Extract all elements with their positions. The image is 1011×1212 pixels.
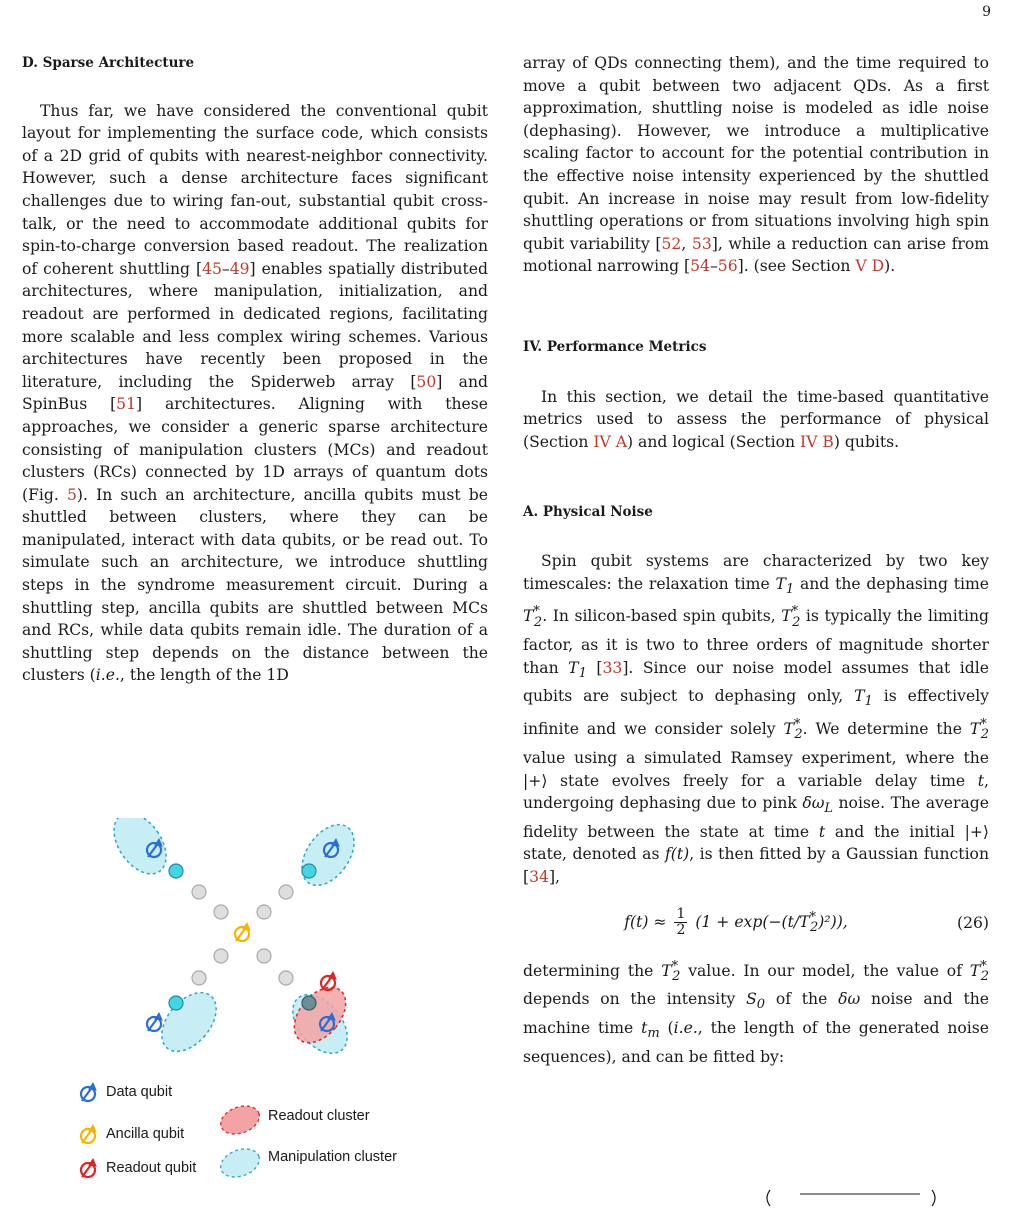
legend-data-qubit-icon [81,1083,96,1101]
text-run: Spin qubit systems are characterized by two key timescales: the relaxation time [523,551,989,593]
quantum-dot [279,971,293,985]
math-t1: $T_1$ [568,658,587,681]
section-ref-link[interactable]: IV B [800,432,834,451]
section-heading-physical-noise: A. Physical Noise [523,504,653,521]
eq-numerator: 1 [676,906,686,923]
figure-sparse-architecture [22,818,488,1208]
math-t: t [977,771,985,790]
text-run: value using a simulated Ramsey experiment, where the |+⟩ state evolves freely for a variable delay time [523,748,989,790]
legend-label: Manipulation cluster [268,1149,397,1165]
text-run: array of QDs connecting them), and the time required to move a qubit between two adjacent QDs. As a first approximation, shuttling noise is modeled as idle noise (dephasing). However, we introduce a multiplicative scaling factor to account for the potential contribution in the effective noise intensity experienced by the shuttled qubit. An increase in noise may result from low-fidelity shuttling operations or from situations involving high spin qubit variability [ [523,54,989,253]
citation-link[interactable]: 53 [691,234,712,253]
text-run: noise. The average fidelity between the state at time [523,794,989,841]
manipulation-cluster-bottom-left [151,982,227,1061]
math-dw: δω [838,990,861,1009]
partial-equation-cutoff [760,1184,1000,1208]
text-run: ]. Since our noise model assumes that idle qubits are subject to dephasing only, [523,658,989,706]
math-t1: $T_1$ [775,574,795,597]
text-run: ] architectures. Aligning with these approaches, we consider a generic sparse architecture consisting of manipulation clusters (MCs) and readout clusters (RCs) connected by 1D arrays of quantum dots (Fig. [22,395,488,504]
quantum-dot [192,885,206,899]
math-t2star: $T^*_2$ [661,958,681,984]
text-run: ] and SpinBus [ [22,372,488,414]
citation-link[interactable]: 50 [416,372,437,391]
manipulation-cluster-top-left [103,818,176,883]
citation-link[interactable]: 33 [602,658,623,677]
math-ft: f(t) [664,845,690,864]
quantum-dot [214,905,228,919]
eq-rhs-t2: *$_2$ [809,909,819,935]
ie-italic: i.e. [673,1019,698,1038]
citation-link[interactable]: 56 [717,257,738,276]
quantum-dot [192,971,206,985]
text-run: , the length of the 1D [119,666,289,685]
text-run: ], while a reduction can arise from motional narrowing [ [523,234,990,276]
text-run: , is then fitted by a Gaussian function [ [523,845,989,887]
text-run: ). In such an architecture, ancilla qubits must be shuttled between clusters, where they can be manipulated, interact with data qubits, or be read out. To simulate such an architecture, we introduce shuttling steps in the syndrome measurement circuit. During a shuttling step, ancilla qubits are shuttled between MCs and RCs, while data qubits remain idle. The duration of a shuttling step depends on the distance between the clusters ( [22,485,488,685]
architecture-diagram [22,818,488,1208]
legend-label: Ancilla qubit [106,1126,185,1142]
eq-denominator: 2 [676,922,686,939]
figure-ref-link[interactable]: 5 [66,485,77,504]
citation-link[interactable]: 51 [116,395,137,414]
text-run: value. In our model, the value of [680,961,970,980]
text-run: [ [586,658,603,677]
text-run: determining the [523,961,662,980]
manipulation-dot [302,864,316,878]
math-t2star: $T^*_2$ [783,717,803,743]
right-column [523,52,989,1068]
math-t: t [818,822,826,841]
manipulation-dot [169,864,183,878]
citation-link[interactable]: 54 [690,257,710,276]
readout-qubit-icon [321,972,336,990]
section-ref-link[interactable]: IV A [593,432,628,451]
citation-link[interactable]: 34 [529,868,549,887]
legend-manipulation-cluster [268,1149,397,1165]
paragraph-performance-metrics [523,386,989,454]
math-s0: $S_0$ [746,990,766,1013]
eq-rhs: (1 + exp(−(t/T [695,912,810,931]
text-run: ( [659,1019,674,1038]
math-tm: $t_m$ [641,1019,660,1042]
legend-label: Data qubit [106,1084,173,1100]
page-number: 9 [982,4,991,20]
text-run: of the [765,990,839,1009]
paragraph-shuttling-noise [523,52,989,278]
equation-26 [523,907,989,940]
text-run: Thus far, we have considered the conventional qubit layout for implementing the surface code, which consists of a 2D grid of qubits with nearest-neighbor connectivity. However, such a dense architecture faces significant challenges due to wiring fan-out, substantial qubit cross-talk, or the need to accommodate additional qubits for spin-to-charge conversion based readout. The realization of coherent shuttling [ [22,101,488,278]
data-qubit-icon [147,1013,162,1031]
text-run: ) qubits. [833,432,900,451]
paragraph-t2-fit [523,956,989,1069]
ie-italic: i.e. [95,666,120,685]
manipulation-dot [169,996,183,1010]
text-run: , the length of the generated noise sequences), and can be fitted by: [523,1019,989,1066]
eq-rhs-end: )²)), [818,912,848,931]
eq-fraction [674,907,687,938]
legend-readout-cluster-icon [217,1101,263,1139]
text-run: noise and the machine time [523,990,989,1038]
section-heading-performance-metrics: IV. Performance Metrics [523,338,707,355]
text-run: ] enables spatially distributed architectures, where manipulation, initialization, and readout are performed in dedicated regions, facilitating more scalable and less complex wiring schemes. Various architectures have recently been proposed in the literature, including the Spiderweb array [ [22,259,488,391]
math-t2star: $T^*_2$ [969,717,989,743]
text-run: , undergoing dephasing due to pink [523,771,989,813]
quantum-dot [214,949,228,963]
quantum-dot [257,949,271,963]
citation-link[interactable]: 49 [229,259,250,278]
text-run: . In silicon-based spin qubits, [542,607,782,626]
manipulation-dot [302,996,316,1010]
legend-manipulation-cluster-icon [217,1144,263,1182]
section-heading-sparse-architecture: D. Sparse Architecture [22,55,195,71]
text-run: is typically the limiting factor, as it is two to three orders of magnitude shorter than [523,607,989,677]
text-run: and the dephasing time [794,574,989,593]
left-column [22,52,488,687]
paragraph-sparse-architecture [22,100,488,687]
text-run: ). [884,257,896,276]
math-t2star: $T^*_2$ [969,958,989,984]
legend-readout-qubit-icon [81,1159,96,1177]
text-run: ], [548,868,560,887]
dash: – [221,259,230,278]
text-run: ]. (see Section [737,257,856,276]
paragraph-physical-noise [523,550,989,889]
math-t2star: $T^*_2$ [523,604,543,630]
text-run: , [681,234,692,253]
text-run: In this section, we detail the time-based quantitative metrics used to assess the performance of physical (Section [523,387,989,451]
legend-readout-cluster [268,1108,370,1124]
legend-ancilla-qubit-icon [81,1125,96,1143]
math-t1: $T_1$ [854,687,873,710]
quantum-dot [279,885,293,899]
section-ref-link[interactable]: V D [855,257,885,276]
legend-data-qubit [106,1084,172,1100]
dash: – [709,257,718,276]
math-t2star: $T^*_2$ [781,604,801,630]
text-run: ) and logical (Section [627,432,801,451]
text-run: depends on the intensity [523,990,747,1009]
eq-lhs: f(t) ≈ [624,912,667,931]
legend-readout-qubit [106,1160,196,1176]
text-run: . We determine the [802,720,970,739]
legend-ancilla-qubit [106,1126,184,1142]
equation-number: (26) [956,913,989,932]
ancilla-qubit-icon [235,923,250,941]
legend-label: Readout qubit [106,1160,197,1176]
text-run: and the initial |+⟩ state, denoted as [523,822,989,864]
citation-link[interactable]: 45 [202,259,222,278]
math-dwl: $\delta\omega_L$ [802,794,834,817]
legend-label: Readout cluster [268,1108,370,1124]
equation-body [523,907,949,940]
citation-link[interactable]: 52 [661,234,682,253]
quantum-dot [257,905,271,919]
text-run: is effectively infinite and we consider solely [523,687,990,739]
